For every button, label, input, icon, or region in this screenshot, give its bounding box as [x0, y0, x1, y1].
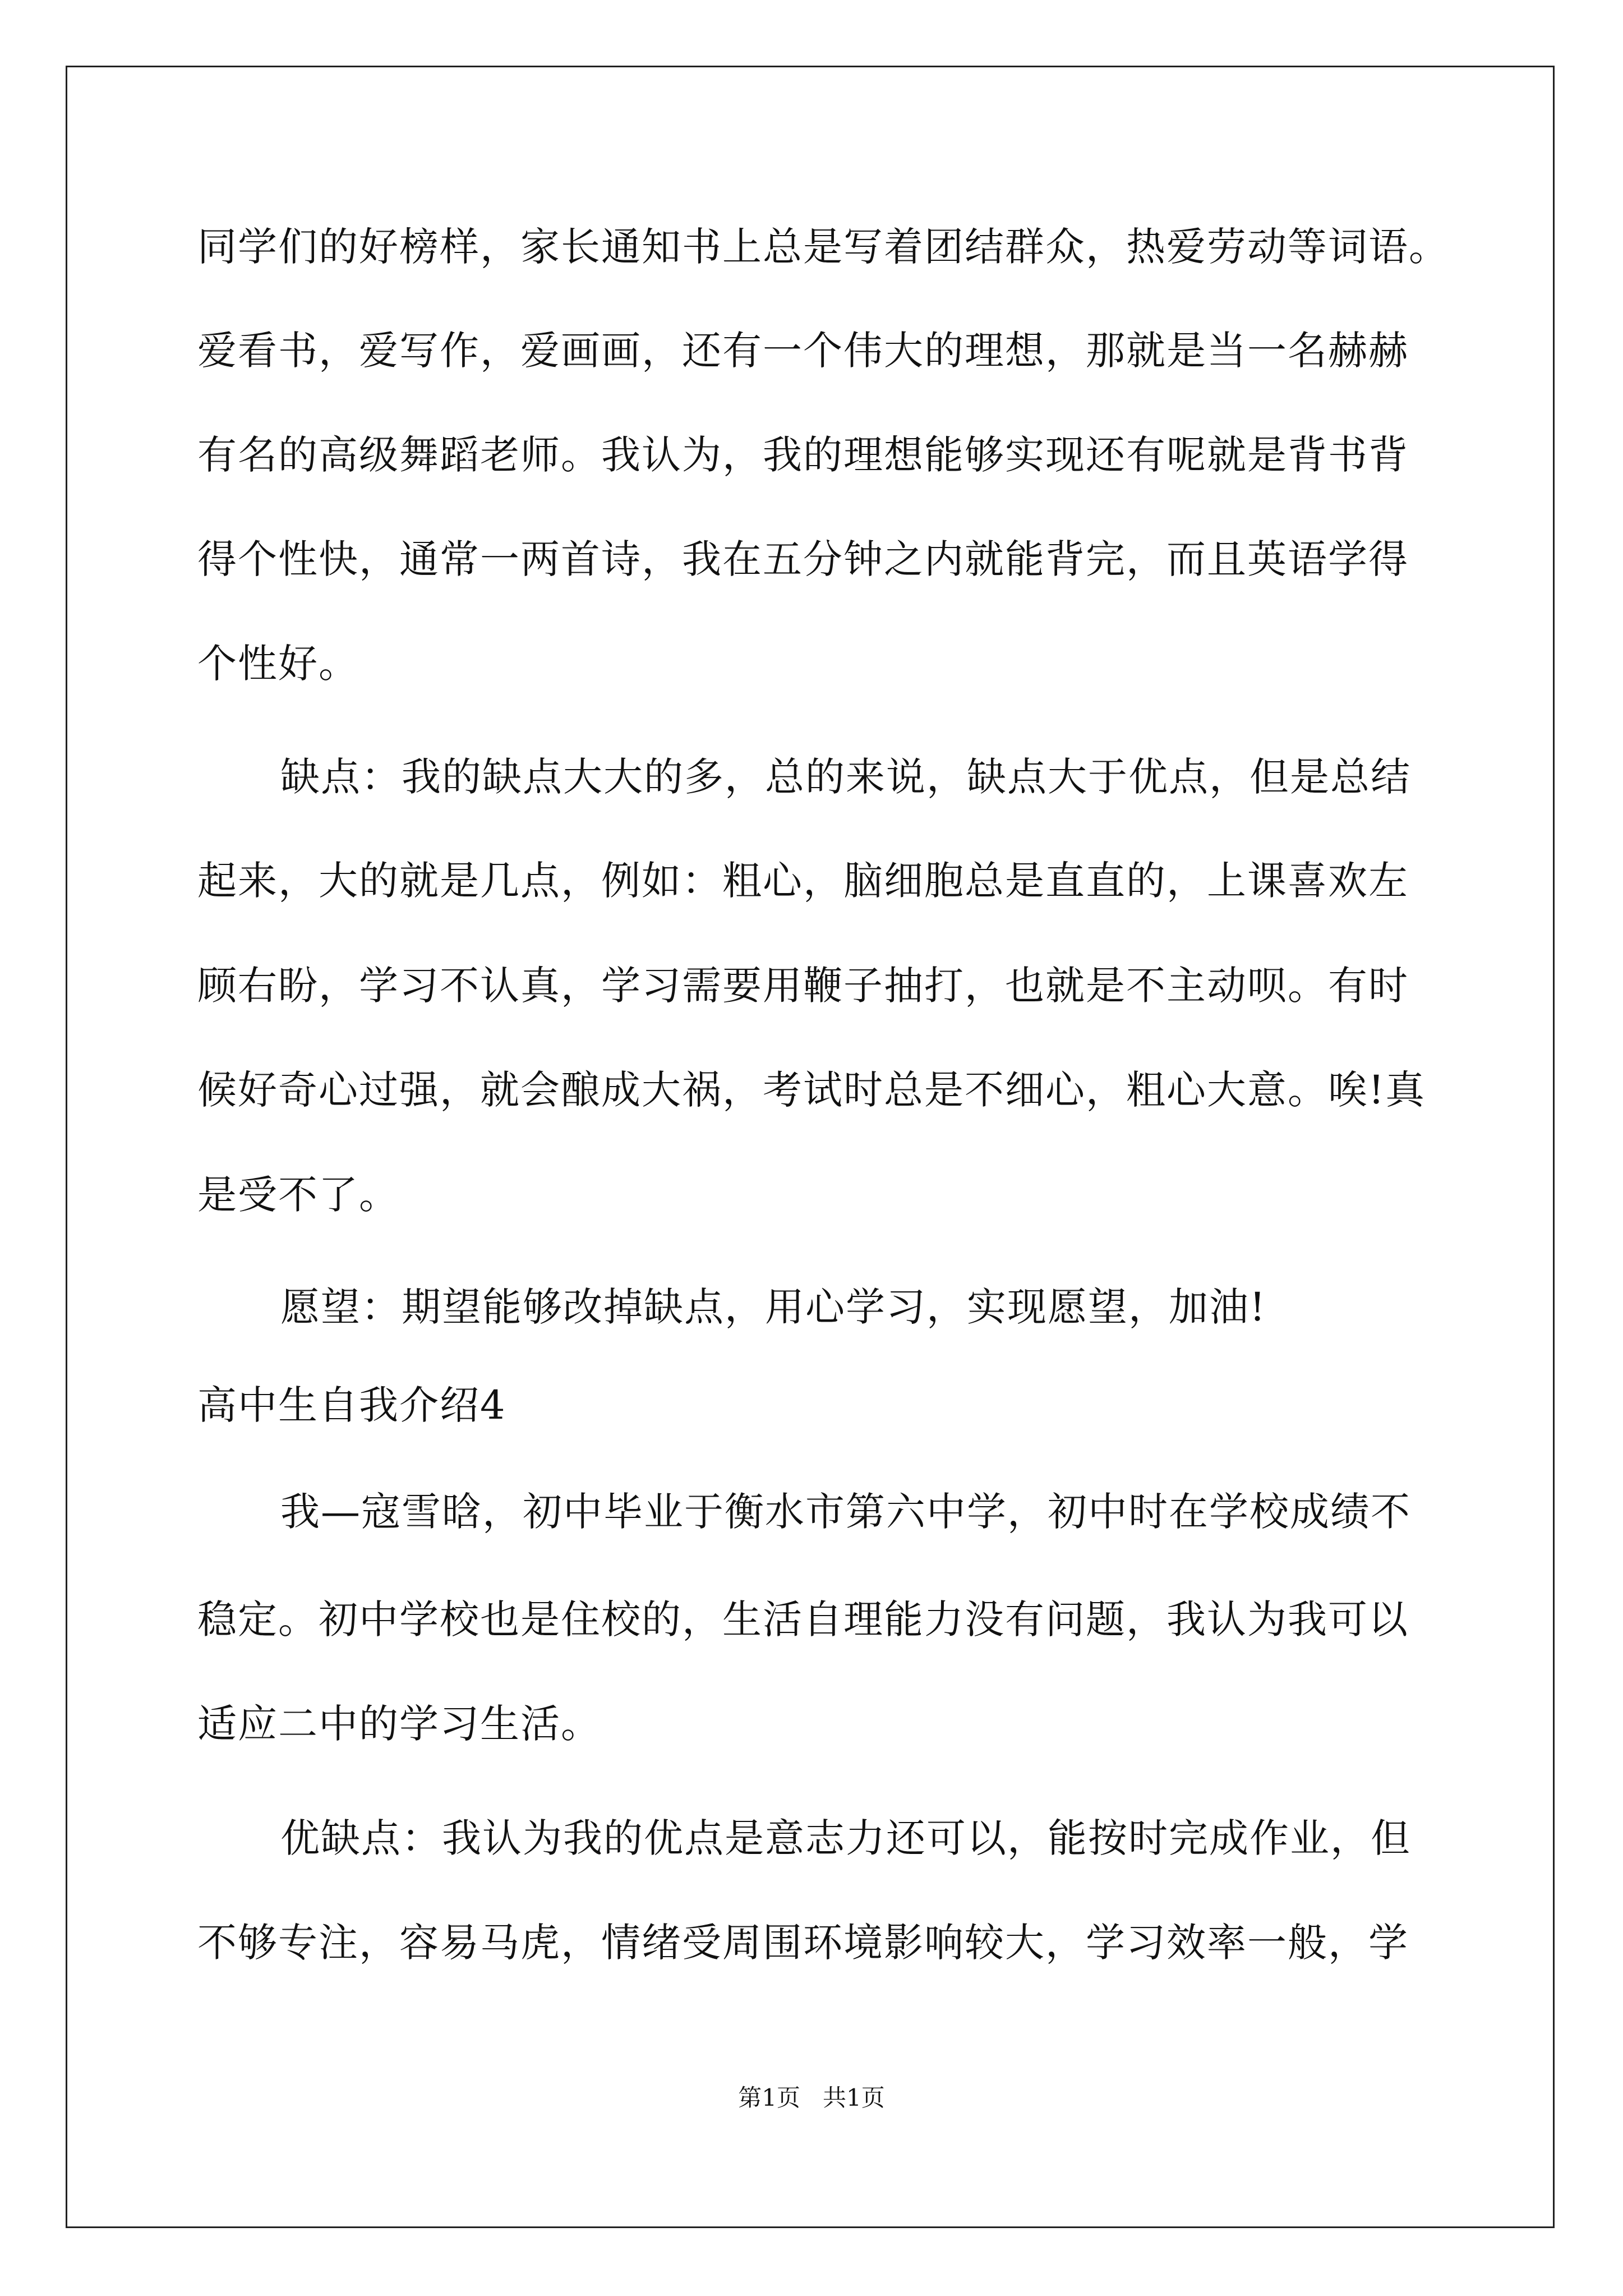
- body-text-line: 同学们的好榜样，家长通知书上总是写着团结群众，热爱劳动等词语。: [197, 224, 1449, 270]
- body-text-line: 适应二中的学习生活。: [197, 1701, 601, 1747]
- paragraph-start-line: 优缺点：我认为我的优点是意志力还可以，能按时完成作业，但: [280, 1815, 1411, 1861]
- body-text-line: 有名的高级舞蹈老师。我认为，我的理想能够实现还有呢就是背书背: [197, 432, 1409, 478]
- body-text-line: 得个性快，通常一两首诗，我在五分钟之内就能背完，而且英语学得: [197, 536, 1409, 582]
- body-text-line: 稳定。初中学校也是住校的，生活自理能力没有问题，我认为我可以: [197, 1596, 1409, 1642]
- paragraph-start-line: 愿望：期望能够改掉缺点，用心学习，实现愿望，加油!: [280, 1284, 1267, 1330]
- section-heading: 高中生自我介绍4: [197, 1382, 506, 1428]
- page-footer: 第1页 共1页: [738, 2084, 885, 2111]
- body-text-line: 起来，大的就是几点，例如：粗心，脑细胞总是直直的，上课喜欢左: [197, 858, 1409, 904]
- body-text-line: 爱看书，爱写作，爱画画，还有一个伟大的理想，那就是当一名赫赫: [197, 328, 1409, 374]
- body-text-line: 个性好。: [197, 641, 359, 687]
- body-text-line: 不够专注，容易马虎，情绪受周围环境影响较大，学习效率一般，学: [197, 1920, 1409, 1966]
- paragraph-start-line: 缺点：我的缺点大大的多，总的来说，缺点大于优点，但是总结: [280, 754, 1411, 800]
- paragraph-start-line: 我—寇雪晗，初中毕业于衡水市第六中学，初中时在学校成绩不: [280, 1489, 1411, 1535]
- body-text-line: 是受不了。: [197, 1172, 399, 1218]
- body-text-line: 候好奇心过强，就会酿成大祸，考试时总是不细心，粗心大意。唉!真: [197, 1067, 1426, 1113]
- body-text-line: 顾右盼，学习不认真，学习需要用鞭子抽打，也就是不主动呗。有时: [197, 963, 1409, 1009]
- page-border: [66, 66, 1555, 2228]
